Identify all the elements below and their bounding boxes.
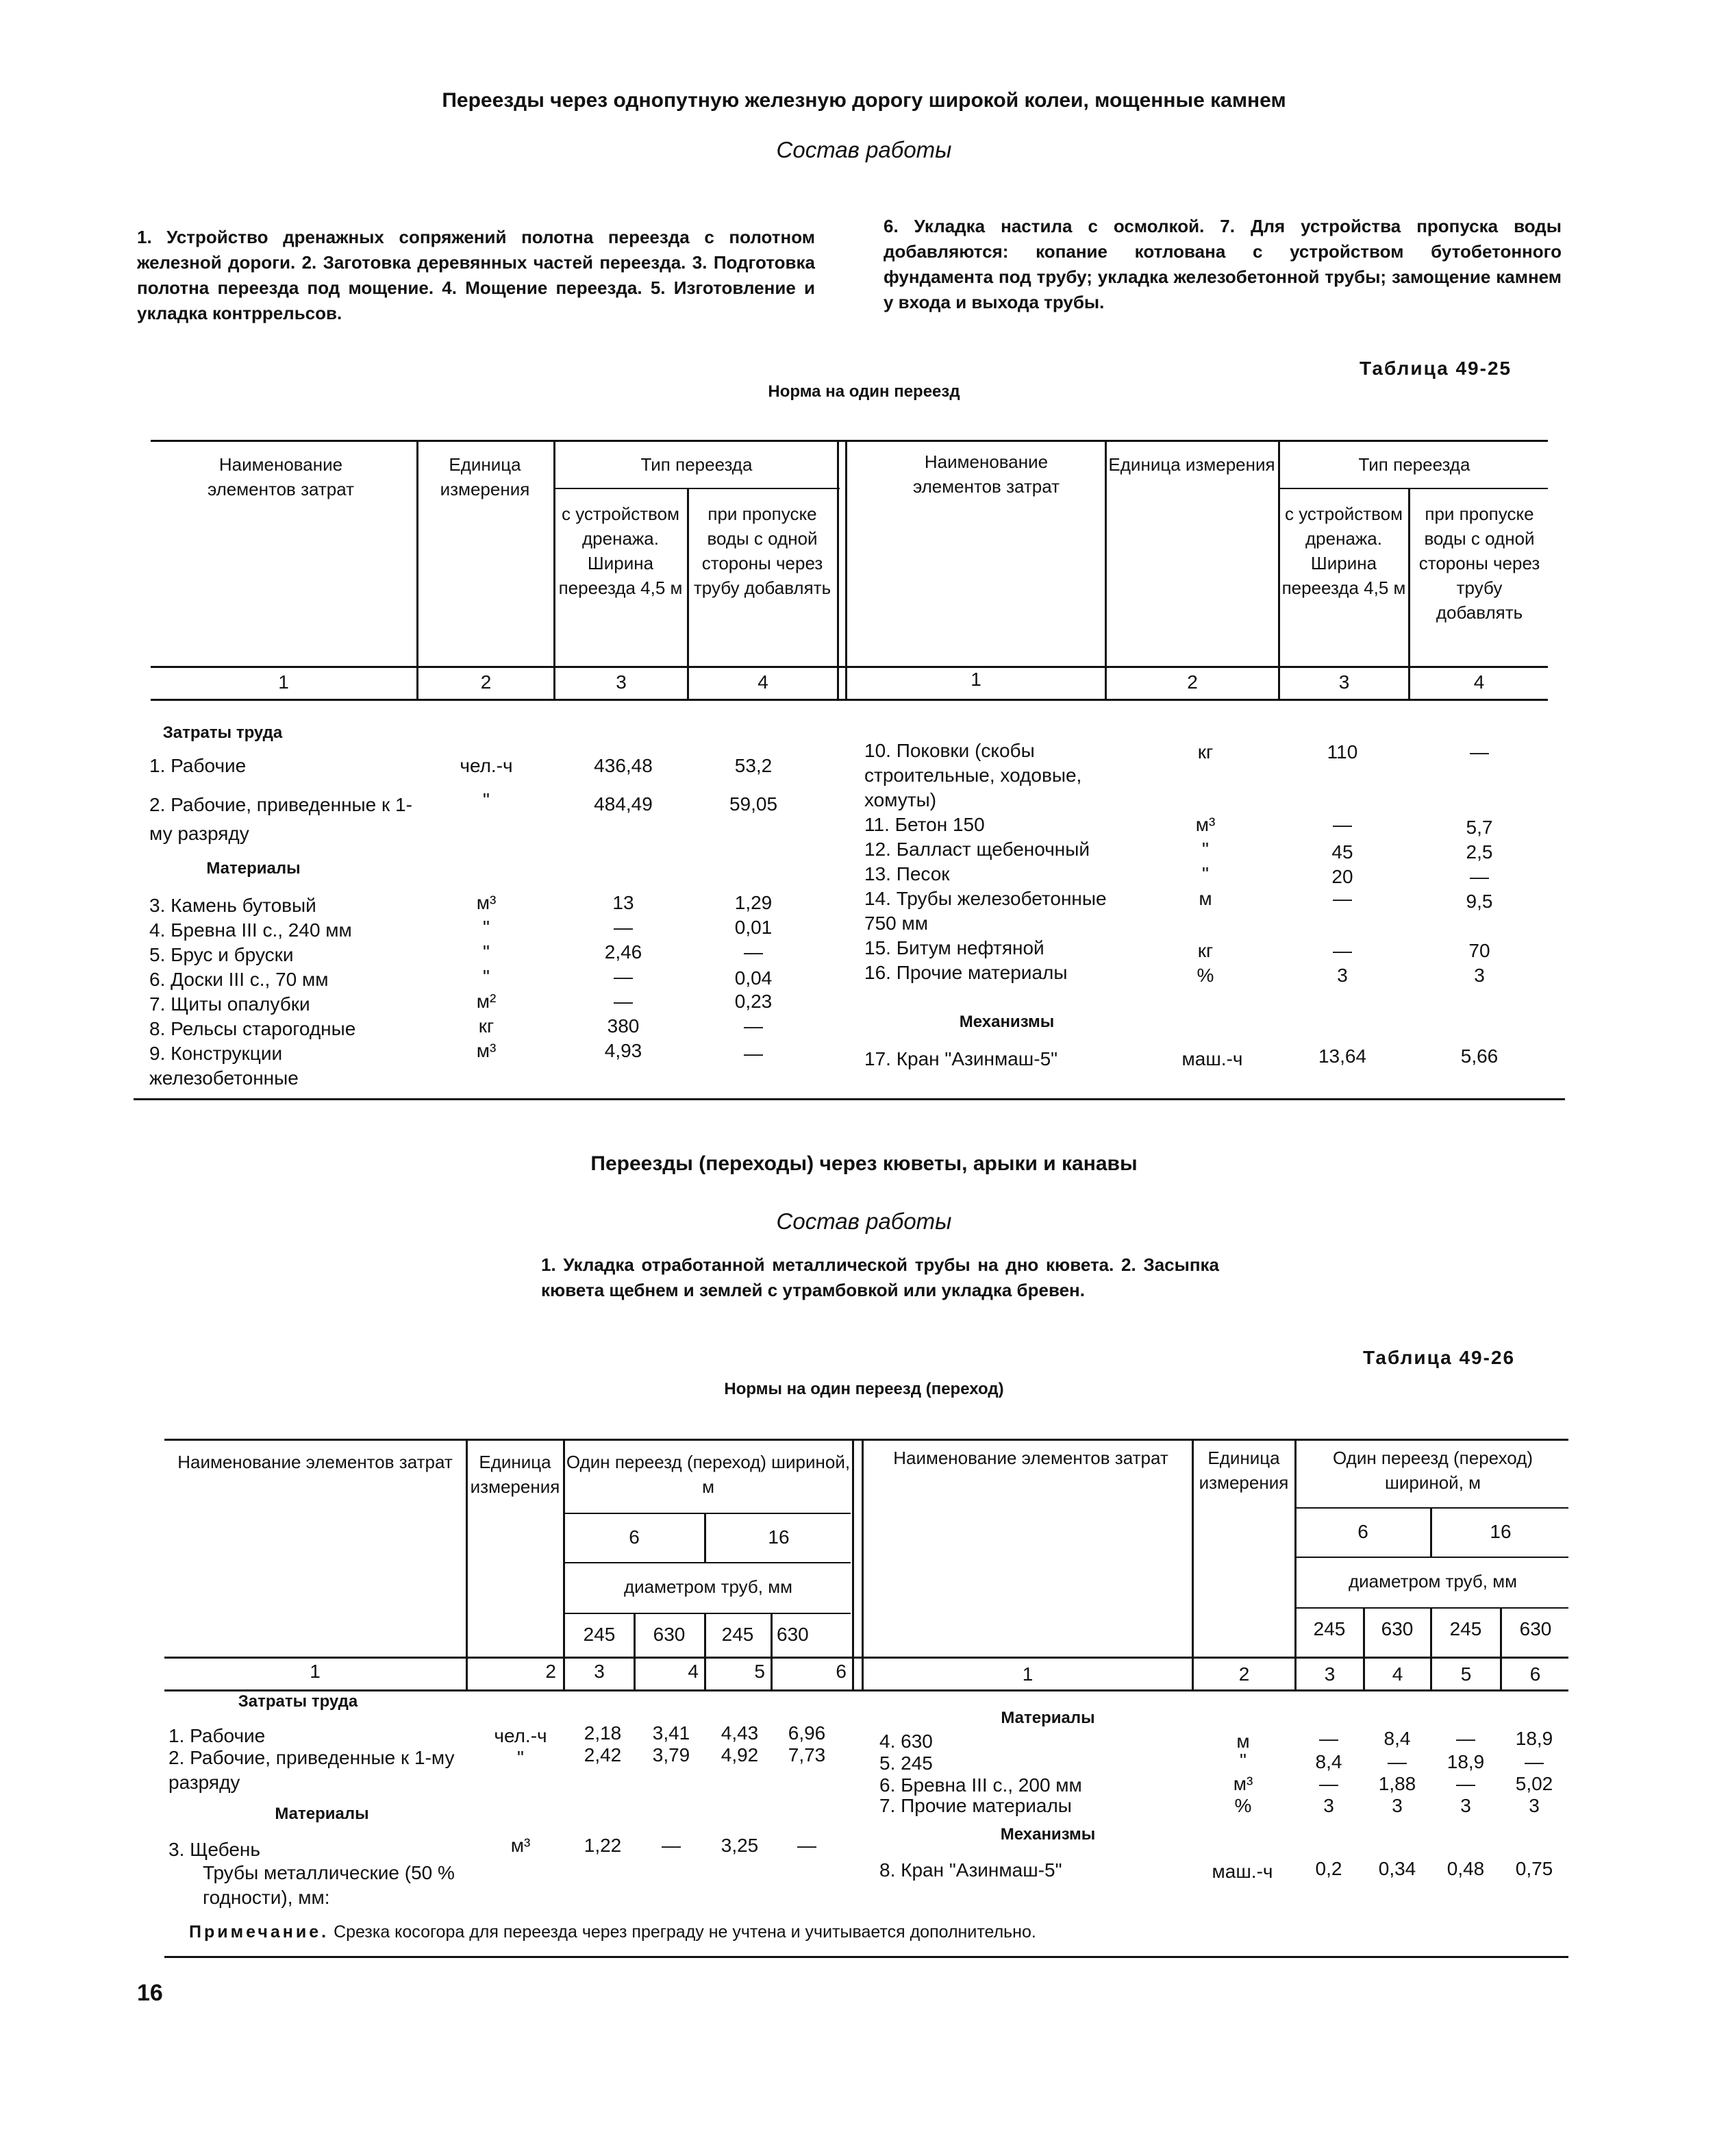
column-number: 1 bbox=[278, 671, 289, 693]
row-unit: " bbox=[483, 917, 490, 938]
row-name: 3. Щебень bbox=[168, 1839, 260, 1860]
row-v3: — bbox=[1456, 1728, 1475, 1749]
row-name: Трубы металлические (50 % годности), мм: bbox=[203, 1862, 455, 1908]
table-top-border bbox=[164, 1439, 1568, 1441]
row-unit: " bbox=[1202, 839, 1209, 860]
row-value-a: 13 bbox=[612, 892, 634, 913]
row-value-a: — bbox=[614, 917, 633, 938]
column-number: 1 bbox=[1022, 1663, 1034, 1685]
row-value-b: 5,7 bbox=[1466, 817, 1493, 838]
row-v3: 3 bbox=[1460, 1795, 1471, 1816]
center-divider bbox=[862, 1439, 864, 1689]
row-name: 9. Конструкции железобетонные bbox=[149, 1043, 299, 1089]
header-type: Тип переезда bbox=[640, 454, 753, 475]
row-v1: 2,42 bbox=[584, 1744, 622, 1765]
section-label-materials: Материалы bbox=[1001, 1709, 1095, 1727]
header-diameter: диаметром труб, мм bbox=[623, 1576, 792, 1597]
diam-line-left bbox=[563, 1562, 851, 1563]
row-unit: м² bbox=[476, 991, 497, 1012]
col-divider bbox=[1278, 440, 1280, 699]
header-d4: 630 bbox=[777, 1624, 809, 1645]
row-v1: 8,4 bbox=[1315, 1751, 1342, 1772]
column-number: 4 bbox=[1392, 1663, 1403, 1685]
row-v2: 8,4 bbox=[1383, 1728, 1411, 1749]
col-divider bbox=[704, 1513, 706, 1562]
section-label-materials: Материалы bbox=[275, 1805, 369, 1823]
column-number: 1 bbox=[310, 1661, 321, 1682]
column-number: 3 bbox=[1324, 1663, 1336, 1685]
row-v1: — bbox=[1319, 1773, 1338, 1794]
column-number: 2 bbox=[1238, 1663, 1250, 1685]
header-width: Один переезд (переход) шириной, м bbox=[1333, 1448, 1533, 1493]
row-v2: — bbox=[662, 1835, 681, 1856]
header-name: Наименование элементов затрат bbox=[207, 454, 355, 499]
header-name: Наименование элементов затрат bbox=[177, 1452, 453, 1472]
header-diameter: диаметром труб, мм bbox=[1348, 1571, 1517, 1591]
row-name: 11. Бетон 150 bbox=[864, 814, 985, 835]
row-name: 3. Камень бутовый bbox=[149, 895, 316, 916]
row-v2: 3,79 bbox=[652, 1744, 690, 1765]
center-divider bbox=[845, 440, 847, 699]
row-name: 16. Прочие материалы bbox=[864, 962, 1068, 983]
row-v4: 7,73 bbox=[788, 1744, 826, 1765]
row-name: 7. Щиты опалубки bbox=[149, 993, 310, 1015]
row-name: 5. 245 bbox=[879, 1752, 933, 1774]
table-49-25-label: Таблица 49-25 bbox=[1360, 358, 1512, 379]
row-name: 15. Битум нефтяной bbox=[864, 937, 1044, 958]
column-number: 3 bbox=[616, 671, 627, 693]
row-name: 1. Рабочие bbox=[149, 755, 247, 776]
table-bottom-border bbox=[164, 1956, 1568, 1958]
header-d1: 245 bbox=[1313, 1618, 1346, 1639]
row-value-b: 53,2 bbox=[734, 755, 773, 776]
section1-paragraph-left: 1. Устройство дренажных сопряжений полотна переезда с полотном железной дороги. 2. Заготовка деревянных частей переезда. 3. Подготовка полотна переезда под мощение. 4. Мощение переезда. 5. Изготовление и укладка контррельсов. bbox=[137, 227, 815, 323]
row-v1: 1,22 bbox=[584, 1835, 622, 1856]
header-unit: Единица измерения bbox=[1199, 1448, 1289, 1493]
row-v3: — bbox=[1456, 1773, 1475, 1794]
row-unit: м³ bbox=[476, 1040, 497, 1061]
header-width-16: 16 bbox=[1490, 1521, 1512, 1542]
row-v4: 3 bbox=[1529, 1795, 1540, 1816]
note-label: Примечание. bbox=[189, 1922, 329, 1942]
header-d3: 245 bbox=[1449, 1618, 1482, 1639]
row-unit: м bbox=[1236, 1731, 1250, 1752]
col-divider bbox=[687, 488, 689, 699]
row-name: 13. Песок bbox=[864, 863, 950, 884]
row-unit: м³ bbox=[1233, 1773, 1253, 1794]
row-name: 8. Кран "Азинмаш-5" bbox=[879, 1859, 1062, 1881]
column-number: 2 bbox=[545, 1661, 556, 1682]
center-divider bbox=[852, 1439, 854, 1689]
row-name: 17. Кран "Азинмаш-5" bbox=[864, 1048, 1058, 1069]
row-value-a: 436,48 bbox=[594, 755, 653, 776]
header-width-16: 16 bbox=[768, 1526, 790, 1548]
row-name: 1. Рабочие bbox=[168, 1725, 266, 1746]
row-value-b: 1,29 bbox=[734, 892, 773, 913]
row-value-b: 59,05 bbox=[729, 793, 778, 815]
row-v4: — bbox=[797, 1835, 816, 1856]
colnum-bottom-line bbox=[164, 1689, 1568, 1692]
section1-subtitle: Состав работы bbox=[776, 137, 952, 162]
section-label-labor: Затраты труда bbox=[238, 1692, 358, 1711]
row-unit: кг bbox=[1197, 940, 1214, 961]
header-type-a: с устройством дренажа. Ширина переезда 4,5 м bbox=[1281, 504, 1406, 598]
header-unit: Единица измерения bbox=[440, 454, 530, 499]
row-unit: " bbox=[1202, 863, 1209, 884]
center-divider bbox=[837, 440, 839, 699]
row-v2: 3 bbox=[1392, 1795, 1403, 1816]
header-type-b: при пропуске воды с одной стороны через трубу добавлять bbox=[1418, 504, 1540, 623]
row-name: 5. Брус и бруски bbox=[149, 944, 294, 965]
colnum-top-line bbox=[151, 666, 1548, 668]
row-value-b: — bbox=[1470, 866, 1489, 887]
col-divider bbox=[563, 1439, 565, 1689]
col-divider bbox=[1105, 440, 1107, 699]
col-divider bbox=[466, 1439, 468, 1689]
row-name: 4. Бревна III с., 240 мм bbox=[149, 919, 352, 941]
row-value-b: 9,5 bbox=[1466, 891, 1493, 912]
col-divider bbox=[1192, 1439, 1194, 1689]
header-d4: 630 bbox=[1519, 1618, 1552, 1639]
column-number: 2 bbox=[480, 671, 492, 693]
row-v4: 18,9 bbox=[1515, 1728, 1553, 1749]
row-v4: — bbox=[1525, 1751, 1544, 1772]
row-value-b: — bbox=[744, 1043, 763, 1064]
row-value-a: 484,49 bbox=[594, 793, 653, 815]
row-unit: % bbox=[1234, 1795, 1252, 1816]
row-value-b: — bbox=[744, 1015, 763, 1037]
column-number: 1 bbox=[971, 669, 981, 690]
row-name: 6. Доски III с., 70 мм bbox=[149, 969, 329, 990]
row-unit: м³ bbox=[476, 892, 497, 913]
row-unit: кг bbox=[1197, 741, 1214, 763]
row-value-a: 380 bbox=[607, 1015, 640, 1037]
col-divider bbox=[553, 440, 555, 699]
row-value-a: — bbox=[1333, 940, 1352, 961]
section2-subtitle: Состав работы bbox=[776, 1209, 952, 1234]
section2-title: Переезды (переходы) через кюветы, арыки и канавы bbox=[590, 1152, 1138, 1175]
header-d2: 630 bbox=[653, 1624, 686, 1645]
column-number: 4 bbox=[688, 1661, 699, 1682]
column-number: 5 bbox=[754, 1661, 765, 1682]
row-v2: 0,34 bbox=[1378, 1858, 1416, 1879]
col-divider bbox=[1408, 488, 1410, 699]
col-divider bbox=[416, 440, 418, 699]
row-value-b: 0,01 bbox=[734, 917, 773, 938]
row-name: 14. Трубы железобетонные 750 мм bbox=[864, 888, 1107, 934]
width-subheader-line-left bbox=[563, 1513, 851, 1514]
note bbox=[189, 1922, 1036, 1942]
row-v2: — bbox=[1388, 1751, 1407, 1772]
type-subheader-line-right bbox=[1278, 488, 1548, 489]
header-d2: 630 bbox=[1381, 1618, 1414, 1639]
section-label-materials: Материалы bbox=[206, 859, 301, 878]
section-label-mechanisms: Механизмы bbox=[1000, 1825, 1096, 1844]
row-value-a: 13,64 bbox=[1318, 1045, 1367, 1067]
header-unit: Единица измерения bbox=[1108, 454, 1275, 475]
row-unit: кг bbox=[478, 1015, 494, 1037]
header-type-a: с устройством дренажа. Ширина переезда 4,5 м bbox=[558, 504, 683, 598]
section-label-labor: Затраты труда bbox=[162, 723, 283, 742]
column-number: 5 bbox=[1460, 1663, 1472, 1685]
row-unit: м³ bbox=[1195, 814, 1216, 835]
col-divider bbox=[1294, 1439, 1297, 1689]
row-unit: м³ bbox=[510, 1835, 531, 1856]
row-v1: 3 bbox=[1323, 1795, 1334, 1816]
section1-title: Переезды через однопутную железную дорогу широкой колеи, мощенные камнем bbox=[442, 89, 1286, 112]
column-number: 4 bbox=[1473, 671, 1485, 693]
row-v1: — bbox=[1319, 1728, 1338, 1749]
row-name: 12. Балласт щебеночный bbox=[864, 839, 1090, 860]
column-number: 6 bbox=[1529, 1663, 1541, 1685]
header-type-b: при пропуске воды с одной стороны через трубу добавлять bbox=[693, 504, 831, 598]
header-d1: 245 bbox=[583, 1624, 616, 1645]
header-width: Один переезд (переход) шириной, м bbox=[566, 1452, 851, 1497]
section-label-mechanisms: Механизмы bbox=[959, 1013, 1055, 1031]
header-name: Наименование элементов затрат bbox=[893, 1448, 1168, 1468]
row-v4: 0,75 bbox=[1515, 1858, 1553, 1879]
row-unit: чел.-ч bbox=[460, 755, 513, 776]
row-v1: 0,2 bbox=[1315, 1858, 1342, 1879]
row-unit: м bbox=[1199, 888, 1212, 909]
header-width-6: 6 bbox=[1357, 1521, 1368, 1542]
row-name: 7. Прочие материалы bbox=[879, 1795, 1072, 1816]
header-type: Тип переезда bbox=[1358, 454, 1470, 475]
row-value-a: — bbox=[614, 991, 633, 1012]
table-49-26-norm-title: Нормы на один переезд (переход) bbox=[724, 1380, 1004, 1398]
row-unit: маш.-ч bbox=[1212, 1861, 1273, 1882]
row-name: 6. Бревна III с., 200 мм bbox=[879, 1774, 1082, 1796]
header-d3: 245 bbox=[721, 1624, 754, 1645]
row-value-a: 110 bbox=[1327, 741, 1358, 763]
table-49-26-label: Таблица 49-26 bbox=[1363, 1347, 1516, 1368]
column-number: 3 bbox=[1338, 671, 1350, 693]
column-number: 3 bbox=[594, 1661, 605, 1682]
row-value-b: — bbox=[744, 941, 763, 963]
row-v2: 1,88 bbox=[1378, 1773, 1416, 1794]
row-value-a: 3 bbox=[1337, 965, 1348, 986]
row-v4: 6,96 bbox=[788, 1722, 826, 1744]
row-name: 8. Рельсы старогодные bbox=[149, 1018, 356, 1039]
row-unit: " bbox=[517, 1747, 524, 1768]
row-v3: 4,92 bbox=[721, 1744, 759, 1765]
page-number: 16 bbox=[137, 1980, 163, 2006]
row-v3: 3,25 bbox=[721, 1835, 759, 1856]
note-text: Срезка косогора для переезда через преграду не учтена и учитывается дополнительно. bbox=[329, 1922, 1036, 1942]
column-number: 6 bbox=[836, 1661, 847, 1682]
row-value-b: 0,04 bbox=[734, 967, 773, 989]
row-value-a: — bbox=[614, 966, 633, 987]
row-value-b: 0,23 bbox=[734, 991, 773, 1012]
column-number: 2 bbox=[1187, 671, 1198, 693]
row-value-b: 70 bbox=[1468, 940, 1490, 961]
row-unit: " bbox=[1240, 1750, 1247, 1771]
row-name: 4. 630 bbox=[879, 1731, 933, 1752]
header-name: Наименование элементов затрат bbox=[912, 451, 1060, 497]
row-value-b: 5,66 bbox=[1460, 1045, 1499, 1067]
row-unit: маш.-ч bbox=[1181, 1048, 1243, 1069]
row-v4: 5,02 bbox=[1515, 1773, 1553, 1794]
row-value-a: — bbox=[1333, 888, 1352, 909]
row-v3: 0,48 bbox=[1447, 1858, 1485, 1879]
row-unit: " bbox=[483, 941, 490, 963]
row-unit: чел.-ч bbox=[494, 1725, 547, 1746]
row-v1: 2,18 bbox=[584, 1722, 622, 1744]
row-value-a: 4,93 bbox=[604, 1040, 642, 1061]
column-number: 4 bbox=[757, 671, 768, 693]
row-value-b: 3 bbox=[1474, 965, 1485, 986]
row-value-a: 20 bbox=[1331, 866, 1353, 887]
row-unit: " bbox=[483, 966, 490, 987]
header-unit: Единица измерения bbox=[470, 1452, 560, 1497]
section2-paragraph: 1. Укладка отработанной металлической трубы на дно кювета. 2. Засыпка кювета щебнем и землей с утрамбовкой или укладка бревен. bbox=[541, 1254, 1219, 1300]
diam-line-right bbox=[1294, 1557, 1568, 1558]
table-49-25-norm-title: Норма на один переезд bbox=[768, 382, 960, 401]
row-value-b: 2,5 bbox=[1466, 841, 1493, 863]
row-unit: " bbox=[483, 789, 490, 810]
row-name: 2. Рабочие, приведенные к 1-му разряду bbox=[149, 794, 412, 844]
row-unit: % bbox=[1197, 965, 1214, 986]
type-subheader-line-left bbox=[553, 488, 840, 489]
row-v2: 3,41 bbox=[652, 1722, 690, 1744]
row-value-a: 45 bbox=[1331, 841, 1353, 863]
table-top-border bbox=[151, 440, 1548, 442]
table-bottom-border bbox=[134, 1098, 1565, 1100]
row-v3: 4,43 bbox=[721, 1722, 759, 1744]
diam2-line-left bbox=[563, 1613, 851, 1614]
row-v3: 18,9 bbox=[1447, 1751, 1485, 1772]
section1-paragraph-right: 6. Укладка настила с осмолкой. 7. Для устройства пропуска воды добавляются: копание котлована с устройством бутобетонного фундамента под трубу; укладка железобетонной трубы; замощение камнем у входа и выхода трубы. bbox=[884, 216, 1562, 312]
row-value-a: 2,46 bbox=[604, 941, 642, 963]
colnum-top-line bbox=[164, 1657, 1568, 1659]
row-name: 10. Поковки (скобы строительные, ходовые, хомуты) bbox=[864, 740, 1082, 810]
row-value-a: — bbox=[1333, 814, 1352, 835]
header-width-6: 6 bbox=[629, 1526, 640, 1548]
colnum-bottom-line bbox=[151, 699, 1548, 701]
col-divider bbox=[1430, 1507, 1432, 1557]
row-name: 2. Рабочие, приведенные к 1-му разряду bbox=[168, 1747, 455, 1793]
row-value-b: — bbox=[1470, 741, 1489, 763]
